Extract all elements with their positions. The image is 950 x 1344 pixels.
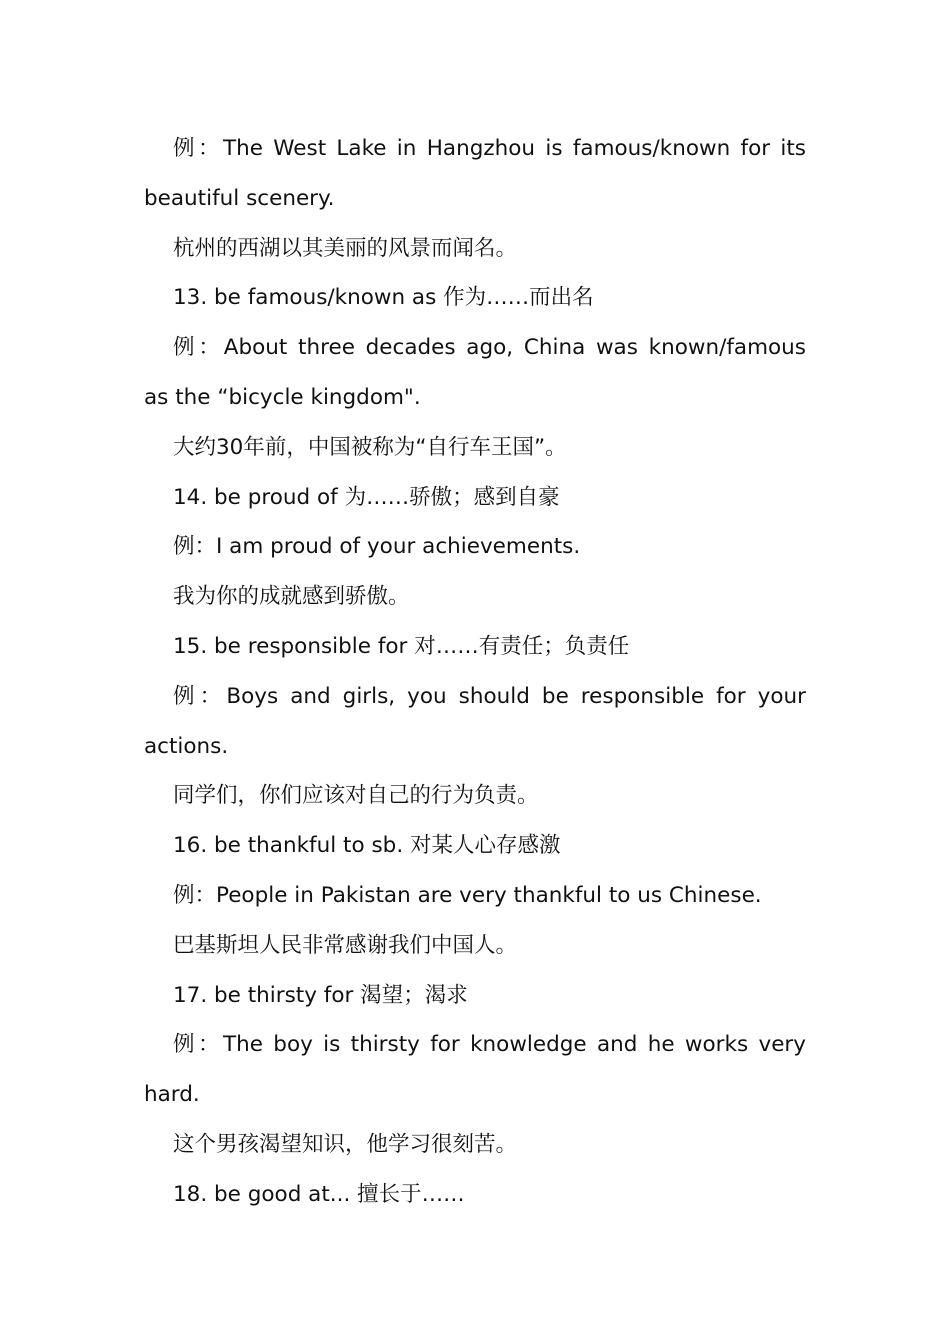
example-sentence: 例：The West Lake in Hangzhou is famous/known for its beautiful scenery. [144,136,806,211]
example-sentence: 例：The boy is thirsty for knowledge and he works very hard. [144,1032,806,1108]
example-sentence: 例：About three decades ago, China was known/famous as the “bicycle kingdom". [144,335,806,410]
translation: 这个男孩渴望知识，他学习很刻苦。 [173,1131,518,1157]
phrase-heading: 14. be proud of 为……骄傲；感到自豪 [173,484,560,510]
phrase-heading: 16. be thankful to sb. 对某人心存感激 [173,833,561,859]
translation: 巴基斯坦人民非常感谢我们中国人。 [173,932,518,958]
example-sentence: 例：Boys and girls, you should be responsible for your actions. [144,683,806,759]
translation: 同学们，你们应该对自己的行为负责。 [173,783,539,809]
phrase-heading: 15. be responsible for 对……有责任；负责任 [173,633,630,659]
translation: 我为你的成就感到骄傲。 [173,584,410,610]
example-sentence: 例：People in Pakistan are very thankful to us Chinese. [173,882,762,908]
phrase-heading: 13. be famous/known as 作为……而出名 [173,285,594,311]
translation: 杭州的西湖以其美丽的风景而闻名。 [173,235,518,261]
phrase-heading: 18. be good at... 擅长于…… [173,1181,465,1207]
document-page [144,124,806,1220]
phrase-heading: 17. be thirsty for 渴望；渴求 [173,982,468,1008]
example-sentence: 例：I am proud of your achievements. [173,534,581,560]
translation: 大约30年前，中国被称为“自行车王国”。 [173,434,567,460]
